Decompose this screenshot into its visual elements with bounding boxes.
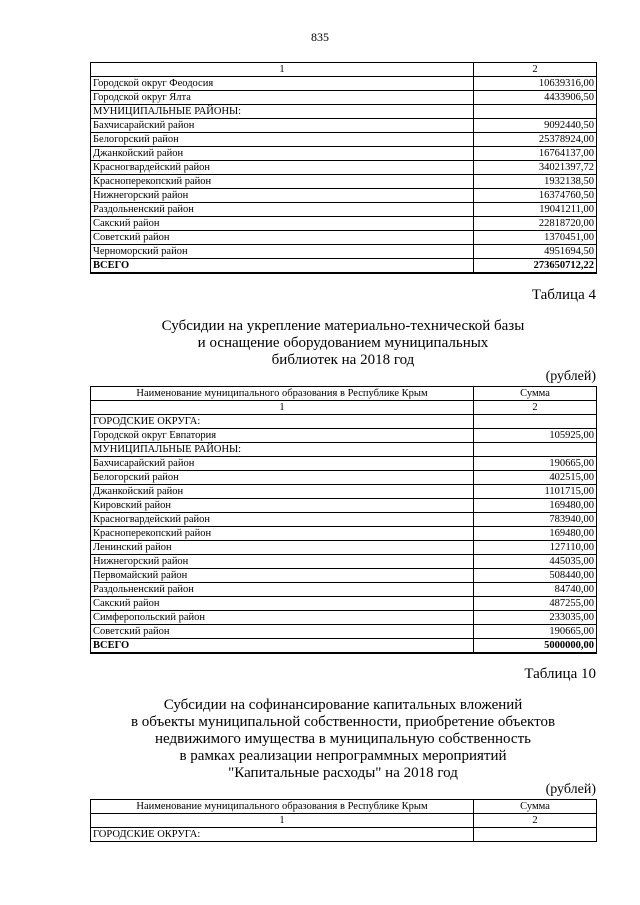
row-value: 25378924,00 [474, 133, 597, 147]
table4 [90, 386, 597, 654]
row-name: Бахчисарайский район [91, 119, 474, 133]
row-name: Белогорский район [91, 471, 474, 485]
table-row [91, 828, 597, 842]
row-value: 9092440,50 [474, 119, 597, 133]
table10-unit: (рублей) [545, 782, 596, 797]
row-name: Красногвардейский район [91, 161, 474, 175]
row-value: 487255,00 [474, 597, 597, 611]
row-value: 190665,00 [474, 625, 597, 639]
row-value [474, 443, 597, 457]
table4-unit: (рублей) [545, 369, 596, 384]
table-row [91, 415, 597, 429]
row-name: Джанкойский район [91, 147, 474, 161]
row-name: МУНИЦИПАЛЬНЫЕ РАЙОНЫ: [91, 105, 474, 119]
table-row [91, 217, 597, 231]
row-name: Симферопольский район [91, 611, 474, 625]
row-name: МУНИЦИПАЛЬНЫЕ РАЙОНЫ: [91, 443, 474, 457]
table4-body [91, 387, 597, 654]
column-number: 1 [91, 401, 474, 415]
column-number-row [91, 814, 597, 828]
table-row [91, 625, 597, 639]
table-row [91, 189, 597, 203]
row-value: 1101715,00 [474, 485, 597, 499]
row-name: Советский район [91, 625, 474, 639]
row-value: 34021397,72 [474, 161, 597, 175]
table-row [91, 161, 597, 175]
title-line: Субсидии на укрепление материально-технической базы [161, 318, 525, 334]
title-line: в рамках реализации непрограммных мероприятий [179, 748, 507, 764]
table10-body [91, 800, 597, 842]
row-value [474, 105, 597, 119]
table-row [91, 513, 597, 527]
row-name: Красноперекопский район [91, 527, 474, 541]
table-row [91, 429, 597, 443]
table-row [91, 77, 597, 91]
row-value: 190665,00 [474, 457, 597, 471]
row-name: Сакский район [91, 217, 474, 231]
column-number: 1 [91, 63, 474, 77]
row-name: Бахчисарайский район [91, 457, 474, 471]
row-value [474, 415, 597, 429]
table-row [91, 119, 597, 133]
row-name: Раздольненский район [91, 203, 474, 217]
row-name: Белогорский район [91, 133, 474, 147]
column-number-row [91, 63, 597, 77]
header-row [91, 800, 597, 814]
row-value: 22818720,00 [474, 217, 597, 231]
row-name: Раздольненский район [91, 583, 474, 597]
row-value: 169480,00 [474, 499, 597, 513]
table-row [91, 555, 597, 569]
row-value: 127110,00 [474, 541, 597, 555]
header-sum: Сумма [474, 387, 597, 401]
row-value: 783940,00 [474, 513, 597, 527]
header-row [91, 387, 597, 401]
row-name: Черноморский район [91, 245, 474, 259]
row-name: Городской округ Феодосия [91, 77, 474, 91]
title-line: в объекты муниципальной собственности, приобретение объектов [130, 714, 556, 730]
total-row [91, 259, 597, 274]
table-row [91, 133, 597, 147]
column-number: 2 [474, 401, 597, 415]
row-name: Красногвардейский район [91, 513, 474, 527]
table-row [91, 583, 597, 597]
table-row [91, 471, 597, 485]
table-row [91, 203, 597, 217]
table-row [91, 231, 597, 245]
row-value: 402515,00 [474, 471, 597, 485]
row-value: 105925,00 [474, 429, 597, 443]
total-row [91, 639, 597, 654]
table-continued-body [91, 63, 597, 274]
row-value: 4951694,50 [474, 245, 597, 259]
row-value: 233035,00 [474, 611, 597, 625]
row-name: Городской округ Ялта [91, 91, 474, 105]
row-name: Кировский район [91, 499, 474, 513]
header-sum: Сумма [474, 800, 597, 814]
title-line: библиотек на 2018 год [271, 352, 415, 368]
total-label: ВСЕГО [91, 639, 474, 654]
row-value: 1370451,00 [474, 231, 597, 245]
row-name: Первомайский район [91, 569, 474, 583]
row-name: Нижнегорский район [91, 189, 474, 203]
row-name: Сакский район [91, 597, 474, 611]
total-value: 273650712,22 [474, 259, 597, 274]
table-row [91, 147, 597, 161]
table-row [91, 443, 597, 457]
table10 [90, 799, 597, 842]
column-number: 2 [474, 63, 597, 77]
column-number: 1 [91, 814, 474, 828]
row-name: Городской округ Евпатория [91, 429, 474, 443]
table4-title [90, 318, 596, 369]
total-value: 5000000,00 [474, 639, 597, 654]
table-row [91, 569, 597, 583]
row-value: 445035,00 [474, 555, 597, 569]
table-row [91, 91, 597, 105]
total-label: ВСЕГО [91, 259, 474, 274]
row-value: 84740,00 [474, 583, 597, 597]
table10-title [90, 697, 596, 782]
title-line: "Капитальные расходы" на 2018 год [228, 765, 458, 781]
table4-caption: Таблица 4 [531, 287, 596, 303]
row-name: Джанкойский район [91, 485, 474, 499]
column-number-row [91, 401, 597, 415]
row-name: ГОРОДСКИЕ ОКРУГА: [91, 828, 474, 842]
table10-caption: Таблица 10 [524, 666, 596, 682]
row-value: 10639316,00 [474, 77, 597, 91]
column-number: 2 [474, 814, 597, 828]
title-line: Субсидии на софинансирование капитальных вложений [163, 697, 523, 713]
table-row [91, 485, 597, 499]
table-row [91, 541, 597, 555]
table-row [91, 611, 597, 625]
page-number: 835 [311, 30, 329, 44]
title-line: и оснащение оборудованием муниципальных [197, 335, 489, 351]
row-name: Красноперекопский район [91, 175, 474, 189]
row-name: Ленинский район [91, 541, 474, 555]
title-line: недвижимого имущества в муниципальную собственность [155, 731, 531, 747]
row-value: 16764137,00 [474, 147, 597, 161]
row-value [474, 828, 597, 842]
table-row [91, 499, 597, 513]
table-row [91, 457, 597, 471]
table-continued [90, 62, 597, 274]
row-value: 19041211,00 [474, 203, 597, 217]
header-name: Наименование муниципального образования в Республике Крым [91, 387, 474, 401]
table-row [91, 597, 597, 611]
header-name: Наименование муниципального образования в Республике Крым [91, 800, 474, 814]
row-name: ГОРОДСКИЕ ОКРУГА: [91, 415, 474, 429]
table-row [91, 527, 597, 541]
table-row [91, 105, 597, 119]
row-value: 16374760,50 [474, 189, 597, 203]
row-value: 4433906,50 [474, 91, 597, 105]
row-value: 1932138,50 [474, 175, 597, 189]
table-row [91, 175, 597, 189]
row-name: Советский район [91, 231, 474, 245]
row-name: Нижнегорский район [91, 555, 474, 569]
row-value: 169480,00 [474, 527, 597, 541]
row-value: 508440,00 [474, 569, 597, 583]
table-row [91, 245, 597, 259]
